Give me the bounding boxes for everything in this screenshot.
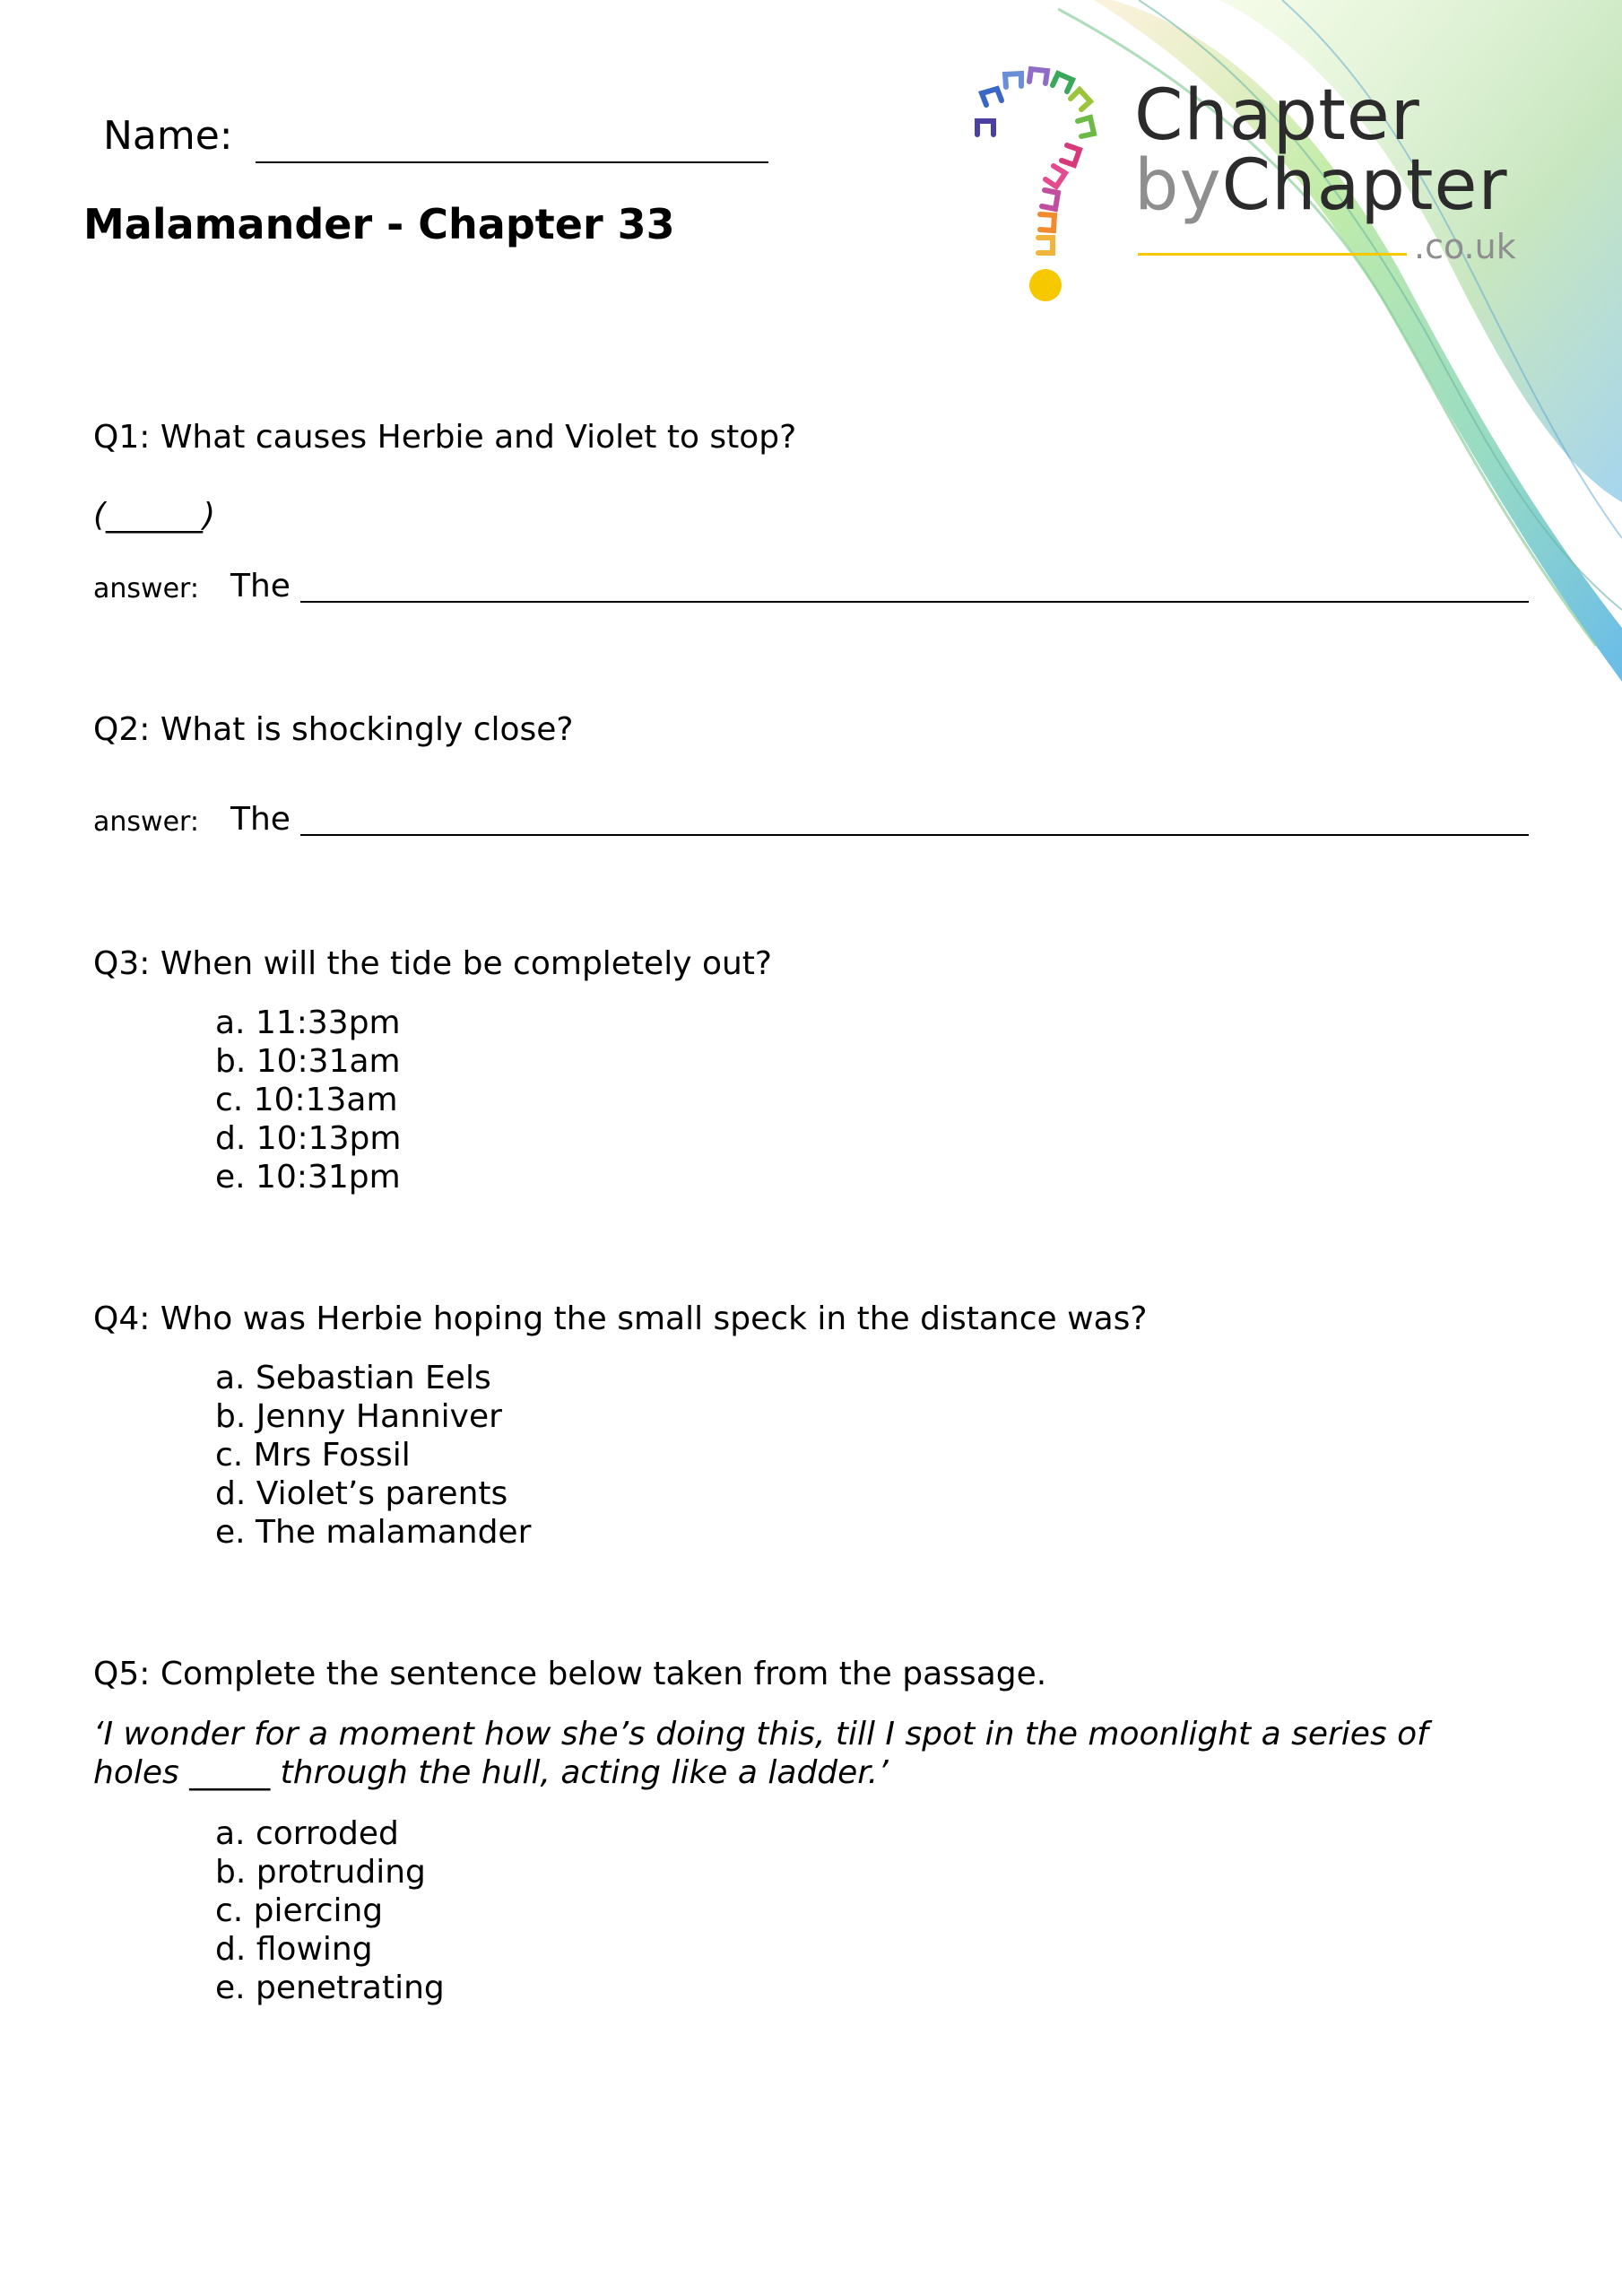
question-3-options	[215, 1004, 401, 1196]
answer-prefix: The	[230, 568, 291, 604]
question-1-prompt: Q1: What causes Herbie and Violet to stop?	[93, 419, 797, 456]
question-5-options	[215, 1814, 445, 2007]
answer-label: answer:	[93, 806, 199, 838]
question-5-quote	[93, 1715, 1492, 1792]
option-d[interactable]: d. 10:13pm	[215, 1120, 402, 1157]
option-e[interactable]: e. 10:31pm	[215, 1159, 401, 1196]
option-a[interactable]: a. 11:33pm	[215, 1004, 401, 1041]
quote-line-2: holes _____ through the hull, acting like a ladder.’	[93, 1754, 889, 1791]
answer-label: answer:	[93, 573, 199, 604]
question-5-prompt: Q5: Complete the sentence below taken from the passage.	[93, 1656, 1047, 1692]
option-e[interactable]: e. The malamander	[215, 1514, 532, 1551]
logo-word-chapter-2: Chapter	[1221, 145, 1508, 226]
logo-underline	[1138, 253, 1407, 256]
option-a[interactable]: a. corroded	[215, 1815, 399, 1852]
logo-word-by: by	[1134, 145, 1222, 226]
logo-domain: .co.uk	[1414, 227, 1516, 266]
name-field-line[interactable]	[256, 161, 768, 163]
option-c[interactable]: c. 10:13am	[215, 1082, 398, 1118]
question-4-options	[215, 1359, 531, 1552]
answer-prefix: The	[230, 801, 291, 838]
option-c[interactable]: c. piercing	[215, 1892, 384, 1929]
option-b[interactable]: b. 10:31am	[215, 1043, 401, 1080]
option-b[interactable]: b. Jenny Hanniver	[215, 1398, 502, 1435]
question-2-prompt: Q2: What is shockingly close?	[93, 711, 574, 748]
option-d[interactable]: d. flowing	[215, 1931, 373, 1968]
question-1-answer-line[interactable]	[300, 601, 1529, 603]
option-d[interactable]: d. Violet’s parents	[215, 1475, 508, 1512]
logo-word-chapter: Chapter	[1134, 75, 1420, 156]
option-a[interactable]: a. Sebastian Eels	[215, 1360, 491, 1396]
question-2-answer-line[interactable]	[300, 834, 1529, 836]
question-4-prompt: Q4: Who was Herbie hoping the small speck in the distance was?	[93, 1300, 1148, 1337]
question-3-prompt: Q3: When will the tide be completely out?	[93, 945, 773, 982]
logo-word-bychapter	[1134, 145, 1508, 226]
chapter-by-chapter-logo-icon	[959, 49, 1116, 318]
question-1-hint: (______)	[93, 497, 216, 534]
name-label: Name:	[103, 113, 233, 159]
option-e[interactable]: e. penetrating	[215, 1970, 445, 2006]
option-c[interactable]: c. Mrs Fossil	[215, 1437, 411, 1474]
worksheet-title: Malamander - Chapter 33	[83, 200, 675, 248]
quote-line-1: ‘I wonder for a moment how she’s doing this, till I spot in the moonlight a series of	[93, 1716, 1428, 1752]
option-b[interactable]: b. protruding	[215, 1854, 426, 1891]
chapter-by-chapter-logo-text	[1134, 75, 1547, 287]
